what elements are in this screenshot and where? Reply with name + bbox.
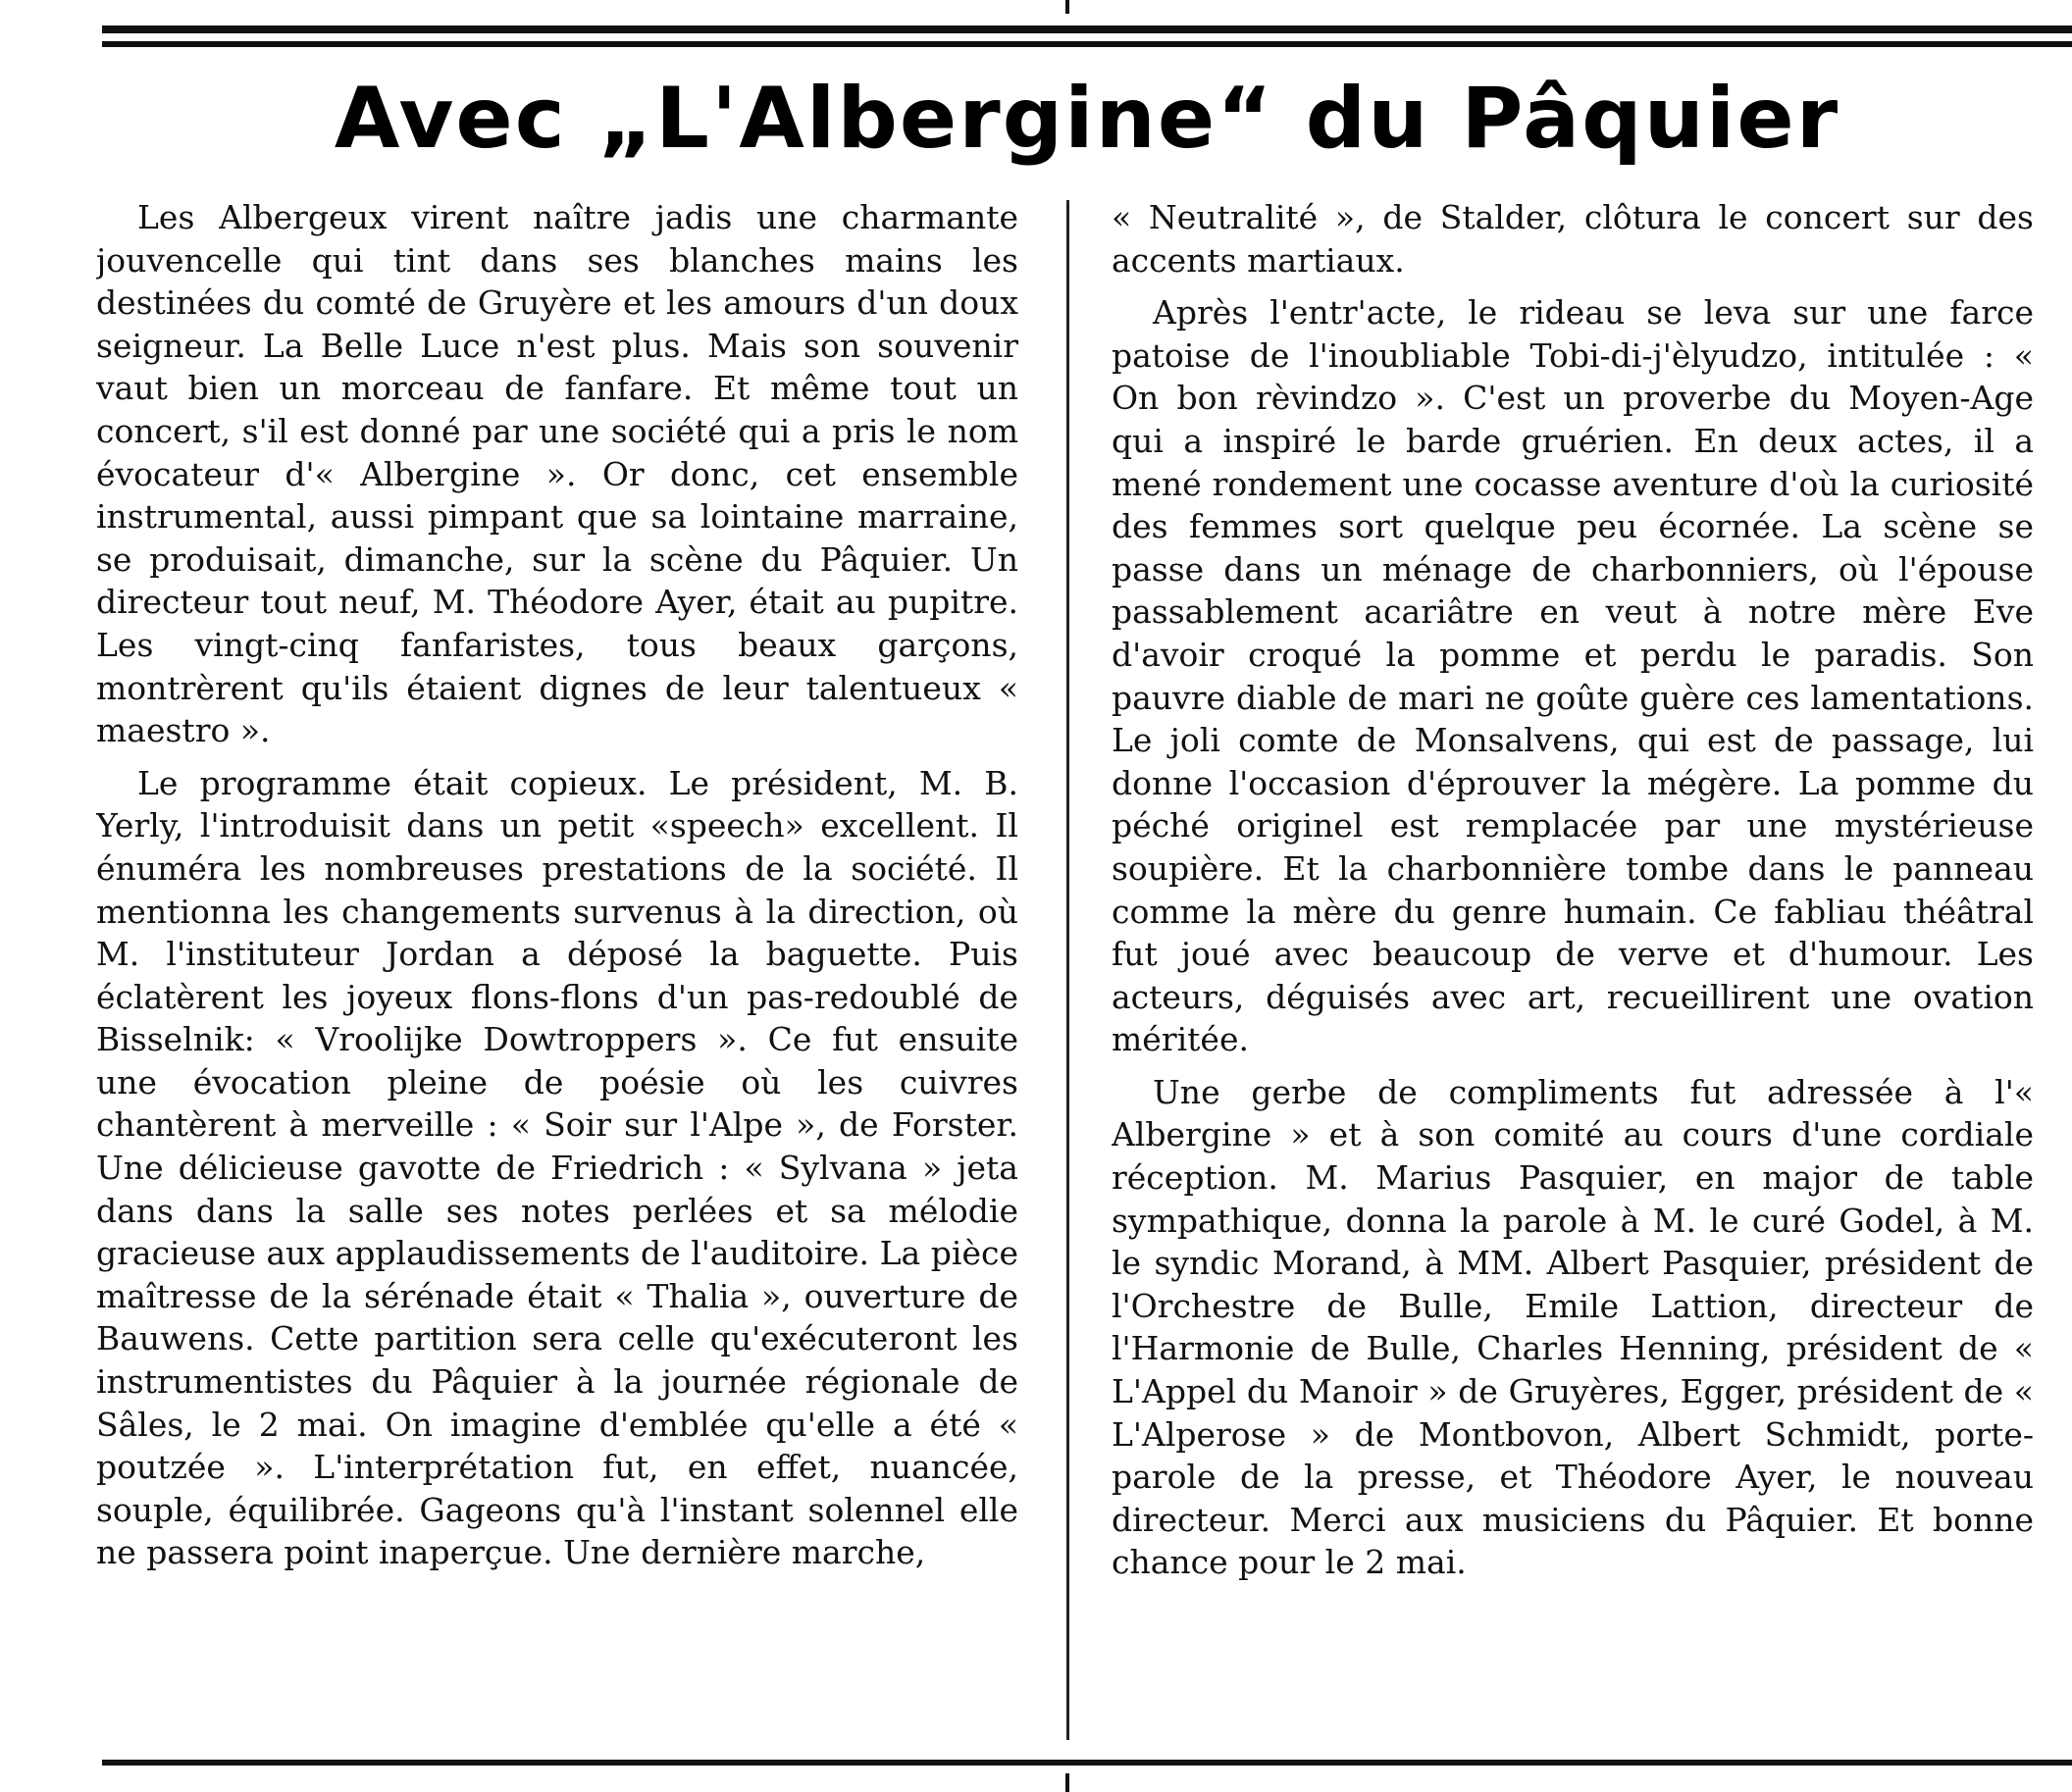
top-rule-thick (102, 26, 2072, 33)
top-rule-thin (102, 41, 2072, 47)
left-column (96, 196, 1018, 1746)
bottom-rule (102, 1760, 2072, 1766)
column-divider (1066, 200, 1069, 1740)
bottom-center-tick (1065, 1773, 1069, 1792)
article-headline: Avec „L'Albergine“ du Pâquier (334, 70, 1840, 168)
paragraph-intro: Les Albergeux virent naître jadis une charmante jouvencelle qui tint dans ses blanches mains les destinées du comté de Gruyère et les amours d'un doux seigneur. La Belle Luce n'est plus. Mais son souvenir vaut bien un morceau de fanfare. Et même tout un concert, s'il est donné par une société qui a pris le nom évocateur d'« Albergine ». Or donc, cet ensemble instrumental, aussi pimpant que sa lointaine marraine, se produisait, dimanche, sur la scène du Pâquier. Un directeur tout neuf, M. Théodore Ayer, était au pupitre. Les vingt-cinq fanfaristes, tous beaux garçons, montrèrent qu'ils étaient dignes de leur talentueux « maestro ». (96, 198, 1018, 750)
top-center-tick (1065, 0, 1069, 14)
paragraph-farce: Après l'entr'acte, le rideau se leva sur une farce patoise de l'inoubliable Tobi-di-j'èlyudzo, intitulée : « On bon rèvindzo ». C'est un proverbe du Moyen-Age qui a inspiré le barde gruérien. En deux actes, il a mené rondement une cocasse aventure d'où la curiosité des femmes sort quelque peu écornée. La scène se passe dans un ménage de charbonniers, où l'épouse passablement acariâtre en veut à notre mère Eve d'avoir croqué la pomme et perdu le paradis. Son pauvre diable de mari ne goûte guère ces lamentations. Le joli comte de Monsalvens, qui est de passage, lui donne l'occasion d'éprouver la mégère. La pomme du péché originel est remplacée par une mystérieuse soupière. Et la charbonnière tombe dans le panneau comme la mère du genre humain. Ce fabliau théâtral fut joué avec beaucoup de verve et d'humour. Les acteurs, déguisés avec art, recueillirent une ovation méritée. (1112, 293, 2034, 1059)
paragraph-continuation: « Neutralité », de Stalder, clôtura le concert sur des accents martiaux. (1112, 198, 2034, 280)
paragraph-programme: Le programme était copieux. Le président, M. B. Yerly, l'introduisit dans un petit «speech» excellent. Il énuméra les nombreuses prestations de la société. Il mentionna les changements survenus à la direction, où M. l'instituteur Jordan a déposé la baguette. Puis éclatèrent les joyeux flons-flons d'un pas-redoublé de Bisselnik: « Vroolijke Dowtroppers ». Ce fut ensuite une évocation pleine de poésie où les cuivres chantèrent à merveille : « Soir sur l'Alpe », de Forster. Une délicieuse gavotte de Friedrich : « Sylvana » jeta dans dans la salle ses notes perlées et sa mélodie gracieuse aux applaudissements de l'auditoire. La pièce maîtresse de la sérénade était « Thalia », ouverture de Bauwens. Cette partition sera celle qu'exécuteront les instrumentistes du Pâquier à la journée régionale de Sâles, le 2 mai. On imagine d'emblée qu'elle a été « poutzée ». L'interprétation fut, en effet, nuancée, souple, équilibrée. Gageons qu'à l'instant solennel elle ne passera point inaperçue. Une dernière marche, (96, 763, 1018, 1572)
right-column (1112, 196, 2034, 1746)
paragraph-reception: Une gerbe de compliments fut adressée à l'« Albergine » et à son comité au cours d'une cordiale réception. M. Marius Pasquier, en major de table sympathique, donna la parole à M. le curé Godel, à M. le syndic Morand, à MM. Albert Pasquier, président de l'Orchestre de Bulle, Emile Lattion, directeur de l'Harmonie de Bulle, Charles Henning, président de « L'Appel du Manoir » de Gruyères, Egger, président de « L'Alperose » de Montbovon, Albert Schmidt, porte-parole de la presse, et Théodore Ayer, le nouveau directeur. Merci aux musiciens du Pâquier. Et bonne chance pour le 2 mai. (1112, 1072, 2034, 1582)
